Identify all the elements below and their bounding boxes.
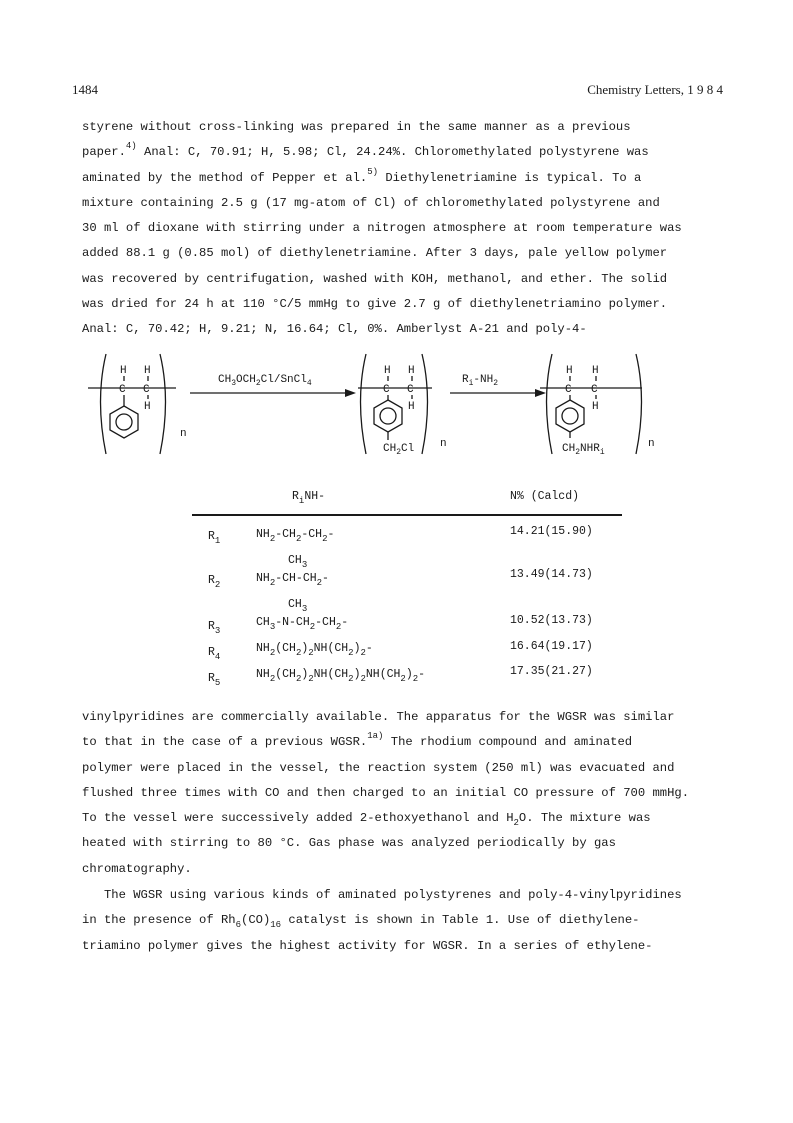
atom-label: H bbox=[144, 365, 151, 377]
reaction-arrow-head bbox=[535, 389, 546, 397]
repeat-n: n bbox=[180, 428, 187, 440]
text-line: mixture containing 2.5 g (17 mg-atom of Cl) of chloromethylated polystyrene and bbox=[82, 195, 660, 210]
paragraph-experimental bbox=[82, 115, 732, 343]
text-line: The WGSR using various kinds of aminated polystyrenes and poly-4-vinylpyridines bbox=[82, 888, 682, 902]
text-line: aminated by the method of Pepper et al.$^{5)}$ Diethylenetriamine is typical. To a bbox=[82, 166, 642, 185]
text-line: triamino polymer gives the highest activity for WGSR. In a series of ethylene- bbox=[82, 938, 653, 953]
text-line: in the presence of $Rh_6(CO)_{16}$ catalyst is shown in Table 1. Use of diethylene- bbox=[82, 913, 640, 931]
atom-label: H bbox=[144, 401, 151, 413]
table-row-formula: $NH_2-CH-CH_2-$ bbox=[256, 572, 329, 588]
repeat-n: n bbox=[440, 438, 447, 450]
table-row-label: $R_5$ bbox=[208, 672, 221, 688]
atom-label: H bbox=[408, 365, 415, 377]
repeat-n: n bbox=[648, 438, 655, 450]
atom-label: H bbox=[592, 401, 599, 413]
text-line: paper.$^{4)}$ Anal: C, 70.91; H, 5.98; Cl, 24.24%. Chloromethylated polystyrene was bbox=[82, 141, 649, 160]
table-row-formula: $NH_2-CH_2-CH_2-$ bbox=[256, 528, 335, 544]
reference-5: 5) bbox=[367, 166, 379, 177]
text-line: vinylpyridines are commercially available. The apparatus for the WGSR was similar bbox=[82, 710, 675, 724]
atom-label: H bbox=[408, 401, 415, 413]
table-row-value: 16.64(19.17) bbox=[510, 640, 593, 653]
text-line: was dried for 24 h at 110 °C/5 mmHg to give 2.7 g of diethylenetriamino polymer. bbox=[82, 297, 668, 312]
atom-label: H bbox=[120, 365, 127, 377]
atom-label: C bbox=[119, 384, 126, 396]
atom-label: H bbox=[592, 365, 599, 377]
table-header-nitrogen: N% (Calcd) bbox=[510, 490, 580, 503]
table-row-value: 13.49(14.73) bbox=[510, 568, 593, 581]
table-row-value: 14.21(15.90) bbox=[510, 525, 593, 538]
page-number: 1484 bbox=[72, 82, 98, 97]
text-line: polymer were placed in the vessel, the reaction system (250 ml) was evacuated and bbox=[82, 760, 675, 775]
text-line: To the vessel were successively added 2-ethoxyethanol and $H_2O$. The mixture was bbox=[82, 811, 651, 829]
text-line: added 88.1 g (0.85 mol) of diethylenetriamine. After 3 days, pale yellow polymer bbox=[82, 246, 668, 261]
atom-label: C bbox=[407, 384, 414, 396]
atom-label: C bbox=[591, 384, 598, 396]
reaction-arrow-head bbox=[345, 389, 356, 397]
table-row-label: $R_1$ bbox=[208, 530, 221, 546]
atom-label: C bbox=[143, 384, 150, 396]
table-row-formula: $NH_2(CH_2)_2NH(CH_2)_2-$ bbox=[256, 642, 373, 658]
atom-label: H bbox=[566, 365, 573, 377]
reagent-amine: $R_i-NH_2$ bbox=[462, 374, 499, 388]
substituent-ch2cl: $CH_2Cl$ bbox=[383, 443, 415, 457]
text-line: chromatography. bbox=[82, 861, 192, 876]
text-line: to that in the case of a previous WGSR.$^{1a)}$ The rhodium compound and aminated bbox=[82, 731, 633, 750]
reference-4: 4) bbox=[125, 141, 137, 152]
methyl-branch: $CH_3$ bbox=[288, 554, 308, 570]
table-row-value: 17.35(21.27) bbox=[510, 665, 593, 678]
text-line: Anal: C, 70.42; H, 9.21; N, 16.64; Cl, 0%. Amberlyst A-21 and poly-4- bbox=[82, 322, 587, 337]
journal-header: Chemistry Letters, 1 9 8 4 bbox=[587, 82, 723, 97]
text-line: styrene without cross-linking was prepared in the same manner as a previous bbox=[82, 120, 631, 134]
reference-1a: 1a) bbox=[367, 731, 384, 742]
table-header-amine: $R_iNH-$ bbox=[292, 490, 326, 506]
substituent-ch2nhr: $CH_2NHR_i$ bbox=[562, 443, 605, 457]
table-row-label: $R_3$ bbox=[208, 620, 221, 636]
table-row-formula: $NH_2(CH_2)_2NH(CH_2)_2NH(CH_2)_2-$ bbox=[256, 668, 426, 684]
reaction-scheme bbox=[0, 340, 793, 470]
atom-label: H bbox=[384, 365, 391, 377]
paragraph-results bbox=[82, 883, 732, 959]
paragraph-apparatus bbox=[82, 705, 732, 882]
text-line: heated with stirring to 80 °C. Gas phase was analyzed periodically by gas bbox=[82, 836, 616, 851]
atom-label: C bbox=[383, 384, 390, 396]
table-row-label: $R_2$ bbox=[208, 574, 221, 590]
table-row-value: 10.52(13.73) bbox=[510, 614, 593, 627]
text-line: flushed three times with CO and then charged to an initial CO pressure of 700 mmHg. bbox=[82, 785, 690, 800]
atom-label: C bbox=[565, 384, 572, 396]
methyl-branch: $CH_3$ bbox=[288, 598, 308, 614]
table-rule bbox=[192, 514, 622, 516]
reagent-chloromethylation: $CH_3OCH_2Cl/SnCl_4$ bbox=[218, 374, 312, 388]
table-row-formula: $CH_3-N-CH_2-CH_2-$ bbox=[256, 616, 349, 632]
text-line: was recovered by centrifugation, washed with KOH, methanol, and ether. The solid bbox=[82, 271, 668, 286]
table-row-label: $R_4$ bbox=[208, 646, 221, 662]
text-line: 30 ml of dioxane with stirring under a nitrogen atmosphere at room temperature was bbox=[82, 221, 682, 236]
